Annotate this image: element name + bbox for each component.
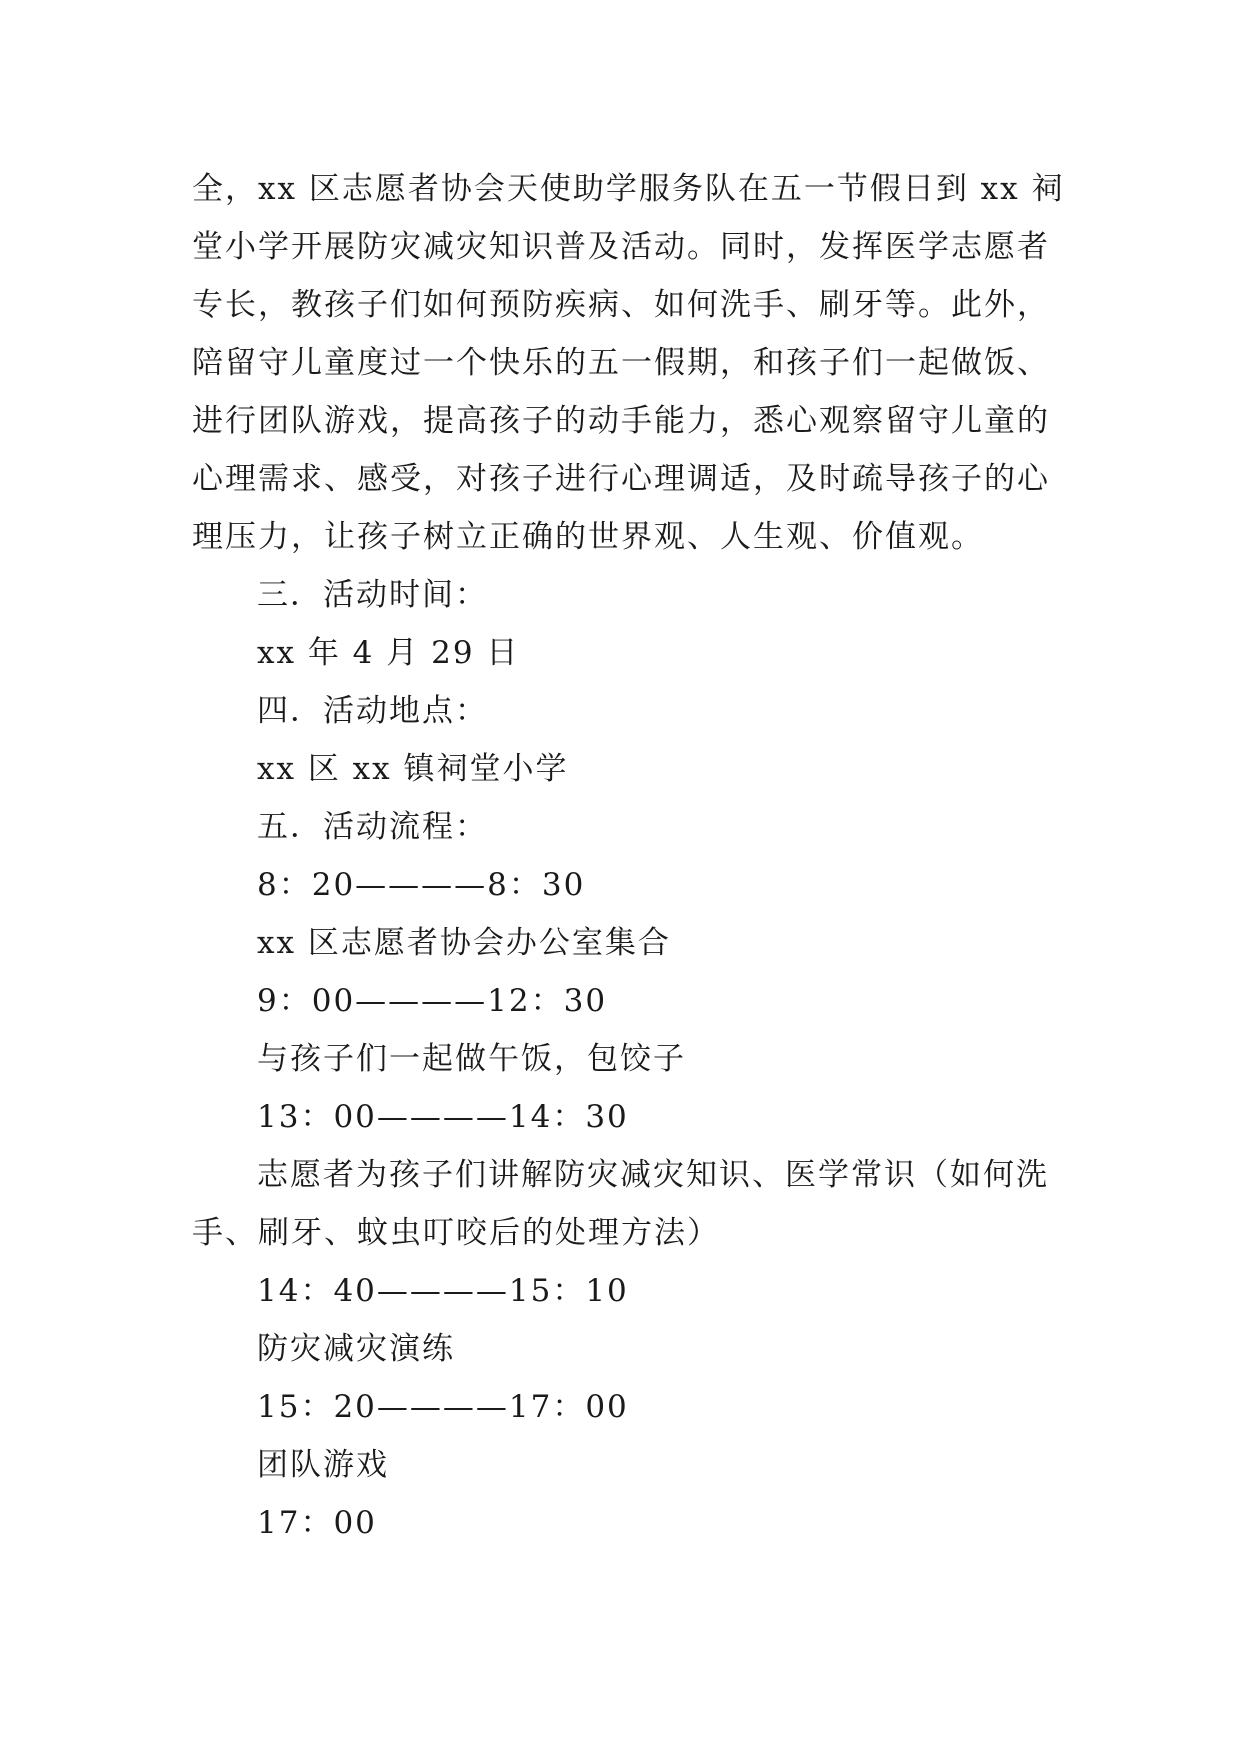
document-body [192, 160, 1065, 1552]
section-heading-schedule: 五．活动流程： [257, 809, 488, 845]
intro-line: 心理需求、感受，对孩子进行心理调适，及时疏导孩子的心 [192, 461, 1050, 497]
activity-location: xx 区 xx 镇祠堂小学 [257, 751, 569, 787]
schedule-time: 13：00————14：30 [257, 1099, 629, 1135]
schedule-time: 15：20————17：00 [257, 1389, 629, 1425]
schedule-time: 17：00 [257, 1505, 377, 1541]
schedule-time: 14：40————15：10 [257, 1273, 629, 1309]
intro-line: 全，xx 区志愿者协会天使助学服务队在五一节假日到 xx 祠 [192, 171, 1065, 207]
intro-line: 理压力，让孩子树立正确的世界观、人生观、价值观。 [192, 519, 984, 555]
section-heading-time: 三．活动时间： [257, 577, 488, 613]
section-heading-location: 四．活动地点： [257, 693, 488, 729]
activity-date: xx 年 4 月 29 日 [257, 635, 520, 671]
schedule-activity: 防灾减灾演练 [257, 1331, 455, 1367]
schedule-activity: xx 区志愿者协会办公室集合 [257, 925, 671, 961]
intro-line: 陪留守儿童度过一个快乐的五一假期，和孩子们一起做饭、 [192, 345, 1050, 381]
intro-line: 专长，教孩子们如何预防疾病、如何洗手、刷牙等。此外， [192, 287, 1050, 323]
schedule-time: 9：00————12：30 [257, 983, 608, 1019]
schedule-activity: 团队游戏 [257, 1447, 389, 1483]
schedule-time: 8：20————8：30 [257, 867, 586, 903]
intro-line: 进行团队游戏，提高孩子的动手能力，悉心观察留守儿童的 [192, 403, 1050, 439]
schedule-activity: 与孩子们一起做午饭，包饺子 [257, 1041, 686, 1077]
schedule-activity-continued: 手、刷牙、蚊虫叮咬后的处理方法） [192, 1215, 720, 1251]
intro-line: 堂小学开展防灾减灾知识普及活动。同时，发挥医学志愿者 [192, 229, 1050, 265]
intro-paragraph [192, 160, 1065, 566]
schedule-activity: 志愿者为孩子们讲解防灾减灾知识、医学常识（如何洗 [257, 1157, 1049, 1193]
